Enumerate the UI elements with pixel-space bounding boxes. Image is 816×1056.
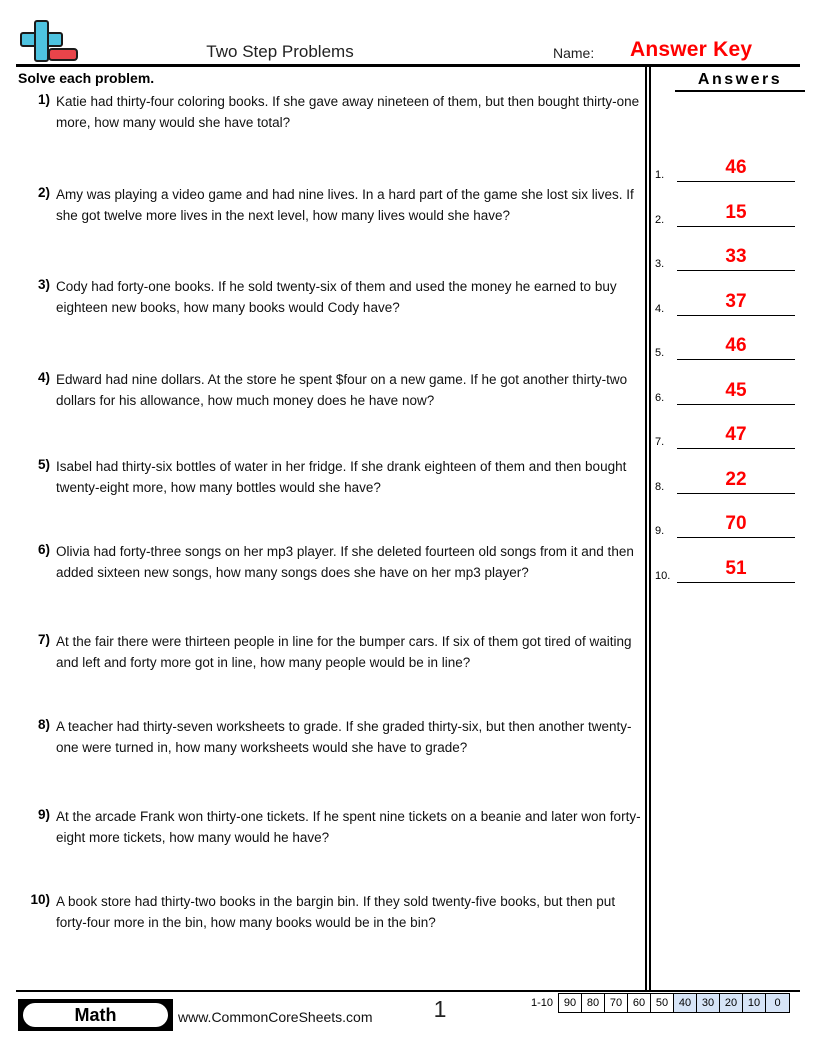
answer-number: 9. (655, 525, 665, 537)
problem-number: 4) (37, 370, 50, 385)
problem-number: 5) (37, 457, 50, 472)
answer-value: 22 (725, 468, 747, 490)
answer-row[interactable] (655, 183, 805, 227)
problem-text: Katie had thirty-four coloring books. If she gave away nineteen of them, but then bought thirty-one more, how many would she have total? (56, 94, 640, 130)
answer-value: 46 (725, 335, 747, 356)
problem-number: 8) (37, 717, 50, 732)
grading-scale-range: 1-10 (531, 997, 554, 1009)
problem-number: 9) (37, 807, 50, 822)
problem-number: 6) (37, 542, 50, 557)
answer-value: 47 (725, 424, 747, 445)
problem-number: 10) (30, 892, 50, 907)
grading-scale-cell: 0 (766, 994, 789, 1012)
page-header (0, 0, 816, 66)
problem-number: 7) (37, 632, 50, 647)
instruction-text: Solve each problem. (18, 70, 155, 86)
grading-scale-cell: 70 (605, 994, 628, 1012)
problem-item (22, 807, 642, 848)
problem-text: A teacher had thirty-seven worksheets to grade. If she graded thirty-six, but then another twenty-one were turned in, how many worksheets would she have to grade? (56, 719, 632, 755)
divider-line-left (645, 66, 647, 991)
answer-number: 2. (655, 213, 665, 226)
problem-item (22, 632, 642, 673)
problem-text: Isabel had thirty-six bottles of water in her fridge. If she drank eighteen of them and then bought twenty-eight more, how many bottles would she have? (56, 459, 627, 495)
answer-row[interactable] (655, 450, 805, 494)
problem-text: At the fair there were thirteen people in line for the bumper cars. If six of them got tired of waiting and left and forty more got in line, how many people would be in line? (56, 634, 632, 670)
problem-text: Amy was playing a video game and had nine lives. In a hard part of the game she lost six lives. If she got twelve more lives in the next level, how many lives would she have? (56, 187, 634, 223)
grading-scale-cell: 50 (651, 994, 674, 1012)
answer-blank-line (677, 581, 795, 583)
problem-text: Olivia had forty-three songs on her mp3 player. If she deleted fourteen old songs from it and then added sixteen new songs, how many songs does she have on her mp3 player? (56, 544, 634, 580)
grading-scale-cell: 80 (582, 994, 605, 1012)
answer-number: 5. (655, 347, 665, 359)
footer-divider (16, 990, 800, 992)
page-title: Two Step Problems (206, 42, 354, 61)
answer-number: 6. (655, 391, 665, 404)
problem-text: At the arcade Frank won thirty-one tickets. If he spent nine tickets on a beanie and later won forty-eight more tickets, how many would he have? (56, 809, 641, 845)
answer-row[interactable] (655, 494, 805, 538)
answer-row[interactable] (655, 272, 805, 316)
answer-row[interactable] (655, 227, 805, 271)
grading-scale-cell: 60 (628, 994, 651, 1012)
answer-value: 51 (725, 557, 747, 579)
answer-value: 15 (725, 201, 747, 223)
answer-value: 70 (725, 513, 747, 534)
grading-scale-cell: 30 (697, 994, 720, 1012)
grading-scale-cells (558, 993, 790, 1013)
problem-item (22, 717, 642, 758)
problem-item (22, 277, 642, 318)
answers-heading: Answers (675, 71, 805, 92)
subject-badge (18, 999, 173, 1031)
grading-scale (531, 993, 790, 1013)
grading-scale-cell: 10 (743, 994, 766, 1012)
problem-text: A book store had thirty-two books in the bargin bin. If they sold twenty-five books, but then put forty-four more in the bin, how many books would be in the bin? (56, 894, 616, 930)
problem-item (22, 457, 642, 498)
problem-item (22, 542, 642, 583)
answer-row[interactable] (655, 361, 805, 405)
answer-number: 4. (655, 302, 665, 315)
problem-number: 2) (37, 185, 50, 200)
name-label: Name: (553, 45, 595, 61)
answer-number: 1. (655, 169, 665, 181)
page-number: 1 (433, 996, 447, 1022)
answer-number: 7. (655, 436, 665, 448)
subject-badge-label: Math (74, 1005, 117, 1025)
problem-number: 3) (37, 277, 50, 292)
answer-value: 46 (725, 157, 747, 178)
problem-text: Edward had nine dollars. At the store he spent $four on a new game. If he got another thirty-two dollars for his allowance, how much money does he have now? (56, 372, 628, 408)
answer-number: 8. (655, 480, 665, 493)
problem-text: Cody had forty-one books. If he sold twenty-six of them and used the money he earned to buy eighteen new books, how many books would Cody have? (56, 279, 617, 315)
problem-item (22, 370, 642, 411)
answer-number: 10. (655, 569, 671, 582)
answer-value: 33 (725, 246, 747, 267)
answer-value: 37 (725, 290, 747, 312)
grading-scale-cell: 90 (559, 994, 582, 1012)
grading-scale-cell: 40 (674, 994, 697, 1012)
answer-row[interactable] (655, 539, 805, 583)
grading-scale-cell: 20 (720, 994, 743, 1012)
divider-line-right (649, 66, 651, 991)
column-divider (645, 66, 651, 991)
problem-item (22, 92, 642, 133)
problem-list (22, 92, 642, 972)
problem-item (22, 185, 642, 226)
site-url: www.CommonCoreSheets.com (178, 1009, 373, 1025)
answer-number: 3. (655, 258, 665, 270)
answer-row[interactable] (655, 316, 805, 360)
answer-row[interactable] (655, 138, 805, 182)
answer-row[interactable] (655, 405, 805, 449)
answers-panel (655, 66, 810, 582)
answer-value: 45 (725, 379, 747, 401)
problem-number: 1) (37, 92, 50, 107)
answer-key-label: Answer Key (630, 38, 753, 61)
problem-item (22, 892, 642, 933)
